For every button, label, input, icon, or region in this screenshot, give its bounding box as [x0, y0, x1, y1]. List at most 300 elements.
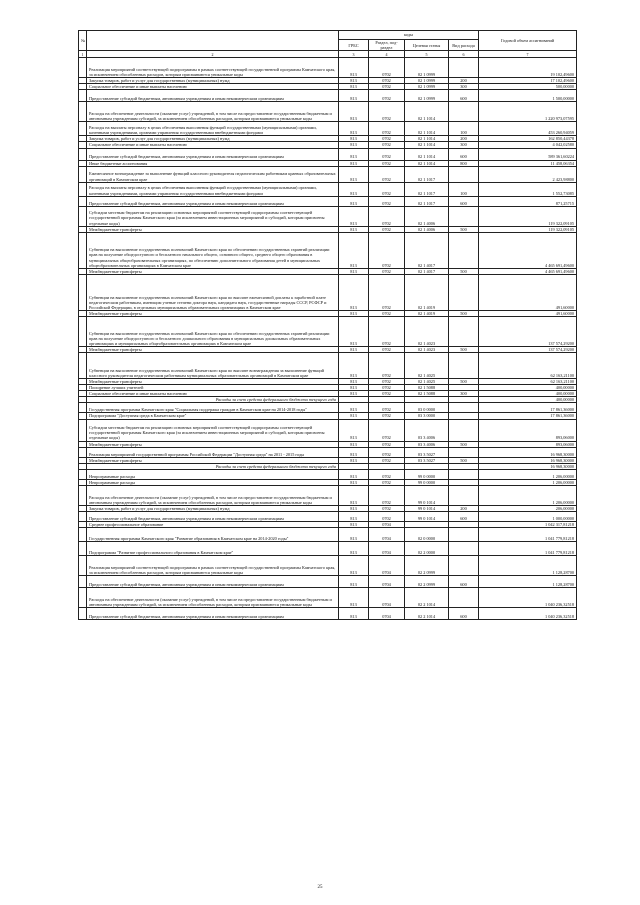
row-number-cell: [79, 469, 87, 479]
row-expense-type-cell: 100: [449, 182, 479, 196]
row-expense-type-cell: 600: [449, 511, 479, 521]
row-number-cell: [79, 90, 87, 102]
column-number: 5: [405, 51, 449, 58]
row-sum-cell: 137 574,29200: [479, 316, 577, 346]
row-grbs-cell: 813: [339, 160, 369, 166]
column-number: 2: [87, 51, 339, 58]
row-number-cell: [79, 353, 87, 379]
row-expense-type-cell: [449, 588, 479, 608]
row-sum-cell: 4 465 691,49600: [479, 232, 577, 268]
row-description-cell: Межбюджетные трансферты: [87, 457, 339, 463]
row-grbs-cell: 813: [339, 447, 369, 457]
table-row: [79, 447, 577, 457]
row-expense-type-cell: [449, 485, 479, 505]
row-grbs-cell: 813: [339, 316, 369, 346]
row-number-cell: [79, 447, 87, 457]
row-description-cell: Предоставление субсидий бюджетным, автономным учреждениям и иным некоммерческим организациям: [87, 576, 339, 588]
row-razdel-cell: 0702: [369, 142, 405, 148]
row-target-article-cell: 02 1 1014: [405, 136, 449, 142]
header-codes: коды: [339, 31, 479, 40]
row-description-cell: Закупка товаров, работ и услуг для государственных (муниципальных) нужд: [87, 136, 339, 142]
row-sum-cell: 400,00000: [479, 391, 577, 397]
row-grbs-cell: 813: [339, 576, 369, 588]
row-sum-cell: 453 260,94059: [479, 122, 577, 136]
row-sum-cell: 1 040 236,32518: [479, 608, 577, 620]
row-target-article-cell: 02 1 1014: [405, 148, 449, 160]
table-row: [79, 469, 577, 479]
column-number: 6: [449, 51, 479, 58]
row-grbs-cell: 813: [339, 528, 369, 542]
row-description-cell: Социальное обеспечение и иные выплаты населению: [87, 142, 339, 148]
row-grbs-cell: 813: [339, 511, 369, 521]
row-description-cell: Непрограммные расходы: [87, 469, 339, 479]
row-razdel-cell: 0702: [369, 160, 405, 166]
row-grbs-cell: 813: [339, 142, 369, 148]
row-razdel-cell: 0702: [369, 385, 405, 391]
row-description-cell: Предоставление субсидий бюджетным, автономным учреждениям и иным некоммерческим организациям: [87, 608, 339, 620]
row-number-cell: [79, 556, 87, 576]
row-description-cell: Расходы на выплаты персоналу в целях обеспечения выполнения функций государственными (муниципальными) органами, казенными учреждениями, органами управления государственными внебюджетными фондами: [87, 182, 339, 196]
row-target-article-cell: 99 0 1014: [405, 485, 449, 505]
row-number-cell: [79, 511, 87, 521]
row-grbs-cell: 813: [339, 206, 369, 226]
row-sum-cell: 1 128,28700: [479, 556, 577, 576]
row-number-cell: [79, 166, 87, 182]
row-grbs-cell: 813: [339, 232, 369, 268]
row-number-cell: [79, 419, 87, 441]
row-target-article-cell: 02 1 4019: [405, 274, 449, 310]
table-row: [79, 206, 577, 226]
row-description-cell: Поощрение лучших учителей: [87, 385, 339, 391]
row-grbs-cell: 813: [339, 274, 369, 310]
row-razdel-cell: 0702: [369, 479, 405, 485]
row-target-article-cell: 02 1 1014: [405, 102, 449, 122]
table-row: [79, 58, 577, 78]
row-sum-cell: 162 850,44378: [479, 136, 577, 142]
table-row: [79, 608, 577, 620]
table-row: [79, 542, 577, 556]
row-expense-type-cell: [449, 419, 479, 441]
column-number: 1: [79, 51, 87, 58]
row-sum-cell: 17 102,49600: [479, 78, 577, 84]
row-sum-cell: 491,60000: [479, 310, 577, 316]
row-number-cell: [79, 542, 87, 556]
row-target-article-cell: 02 1 0999: [405, 84, 449, 90]
row-sum-cell: 4 042,02580: [479, 142, 577, 148]
header-grbs: ГРБС: [339, 40, 369, 51]
row-target-article-cell: 99 0 0000: [405, 469, 449, 479]
row-razdel-cell: 0702: [369, 166, 405, 182]
row-expense-type-cell: 300: [449, 84, 479, 90]
row-description-cell: Закупка товаров, работ и услуг для государственных (муниципальных) нужд: [87, 505, 339, 511]
row-razdel-cell: 0702: [369, 232, 405, 268]
row-razdel-cell: 0702: [369, 206, 405, 226]
row-grbs-cell: 813: [339, 78, 369, 84]
row-sum-cell: 1 041 779,81218: [479, 528, 577, 542]
row-target-article-cell: 02 1 5088: [405, 385, 449, 391]
row-grbs-cell: 813: [339, 391, 369, 397]
row-grbs-cell: 813: [339, 353, 369, 379]
row-description-cell: Государственная программа Камчатского края "Развитие образования в Камчатском крае на 2014-2020 годы": [87, 528, 339, 542]
row-target-article-cell: 02 1 4017: [405, 268, 449, 274]
row-sum-cell: 11 458,06354: [479, 160, 577, 166]
row-description-cell: Межбюджетные трансферты: [87, 310, 339, 316]
row-grbs-cell: 813: [339, 102, 369, 122]
row-target-article-cell: 02 2 0000: [405, 542, 449, 556]
table-row: [79, 316, 577, 346]
table-row: [79, 419, 577, 441]
row-grbs-cell: 813: [339, 469, 369, 479]
row-number-cell: [79, 316, 87, 346]
row-sum-cell: 4 465 691,49600: [479, 268, 577, 274]
row-target-article-cell: 02 0 0000: [405, 528, 449, 542]
row-sum-cell: 119 322,09105: [479, 226, 577, 232]
row-sum-cell: 1 206,00000: [479, 479, 577, 485]
row-sum-cell: 16 968,30000: [479, 463, 577, 469]
row-expense-type-cell: 500: [449, 457, 479, 463]
row-target-article-cell: 99 0 0000: [405, 479, 449, 485]
row-expense-type-cell: 500: [449, 310, 479, 316]
row-target-article-cell: 02 1 4025: [405, 379, 449, 385]
row-razdel-cell: 0702: [369, 182, 405, 196]
row-sum-cell: 1 042 317,81218: [479, 521, 577, 527]
row-expense-type-cell: 500: [449, 346, 479, 352]
row-expense-type-cell: 200: [449, 78, 479, 84]
row-sum-cell: 119 322,09105: [479, 206, 577, 226]
table-row: [79, 232, 577, 268]
row-sum-cell: 871,25715: [479, 196, 577, 206]
row-razdel-cell: 0702: [369, 58, 405, 78]
table-row: [79, 556, 577, 576]
row-target-article-cell: 03 3 5027: [405, 447, 449, 457]
row-target-article-cell: 02 1 0999: [405, 58, 449, 78]
table-row: [79, 353, 577, 379]
row-grbs-cell: 813: [339, 505, 369, 511]
row-grbs-cell: 813: [339, 136, 369, 142]
row-description-cell: Межбюджетные трансферты: [87, 226, 339, 232]
row-sum-cell: 893,06000: [479, 441, 577, 447]
row-sum-cell: 1 128,28700: [479, 576, 577, 588]
row-grbs-cell: 813: [339, 521, 369, 527]
row-razdel-cell: 0702: [369, 148, 405, 160]
row-razdel-cell: 0704: [369, 528, 405, 542]
row-expense-type-cell: [449, 274, 479, 310]
row-description-cell: Субсидии местным бюджетам на реализацию основных мероприятий соответствующей подпрограммы соответствующей государственной программы Камчатского края (за исключением инвестиционных мероприятий и субсидий, которым присвоены отдельные коды): [87, 206, 339, 226]
row-description-cell: Предоставление субсидий бюджетным, автономным учреждениям и иным некоммерческим организациям: [87, 511, 339, 521]
row-razdel-cell: 0704: [369, 521, 405, 527]
row-target-article-cell: 99 0 1014: [405, 505, 449, 511]
row-razdel-cell: 0702: [369, 316, 405, 346]
row-expense-type-cell: 300: [449, 142, 479, 148]
row-target-article-cell: 02 1 0999: [405, 90, 449, 102]
row-expense-type-cell: 500: [449, 441, 479, 447]
row-description-cell: Расходы на обеспечение деятельности (оказание услуг) учреждений, в том числе на предоставление государственным бюджетным и автономным учреждениям субсидий, за исключением обособленных расходов, которым присваиваются уникальные коды: [87, 588, 339, 608]
row-expense-type-cell: [449, 403, 479, 413]
table-row: [79, 403, 577, 413]
row-target-article-cell: 03 0 0000: [405, 403, 449, 413]
row-target-article-cell: 02 2 1014: [405, 588, 449, 608]
row-razdel-cell: 0702: [369, 447, 405, 457]
row-description-cell: Предоставление субсидий бюджетным, автономным учреждениям и иным некоммерческим организациям: [87, 196, 339, 206]
row-sum-cell: 19 102,49600: [479, 58, 577, 78]
table-row: [79, 122, 577, 136]
row-razdel-cell: 0702: [369, 505, 405, 511]
row-razdel-cell: 0702: [369, 379, 405, 385]
table-row: [79, 102, 577, 122]
row-description-cell: Субвенции на выполнение государственных полномочий Камчатского края по обеспечению государственных гарантий реализации прав на получение общедоступного и бесплатного начального общего, основного общего, среднего общего образования в муниципальных общеобразовательных организациях, по обеспечению дополнительного образования детей в муниципальных общеобразовательных организациях в Камчатском крае: [87, 232, 339, 268]
row-number-cell: [79, 528, 87, 542]
row-expense-type-cell: 600: [449, 148, 479, 160]
row-sum-cell: 1 206,00000: [479, 485, 577, 505]
row-target-article-cell: 02 1 4019: [405, 310, 449, 316]
row-target-article-cell: 03 3 4006: [405, 419, 449, 441]
row-expense-type-cell: [449, 528, 479, 542]
table-row: [79, 588, 577, 608]
row-grbs-cell: 813: [339, 556, 369, 576]
row-razdel-cell: 0704: [369, 556, 405, 576]
row-grbs-cell: 813: [339, 90, 369, 102]
row-target-article-cell: 02 1 4023: [405, 346, 449, 352]
row-grbs-cell: 813: [339, 148, 369, 160]
row-grbs-cell: 813: [339, 84, 369, 90]
row-expense-type-cell: [449, 58, 479, 78]
row-description-cell: Среднее профессиональное образование: [87, 521, 339, 527]
row-target-article-cell: 02 1 1014: [405, 160, 449, 166]
row-number-cell: [79, 608, 87, 620]
row-target-article-cell: 02 1 1014: [405, 142, 449, 148]
row-target-article-cell: 02 1 1017: [405, 196, 449, 206]
row-sum-cell: 1 041 779,81218: [479, 542, 577, 556]
row-razdel-cell: 0702: [369, 391, 405, 397]
row-target-article-cell: 03 3 4006: [405, 441, 449, 447]
row-description-cell: Реализация мероприятий соответствующей подпрограммы в рамках соответствующей государственной программы Камчатского края, за исключением обособленных расходов, которым присваиваются уникальные коды: [87, 58, 339, 78]
row-description-cell: Межбюджетные трансферты: [87, 441, 339, 447]
row-description-cell: Субсидии местным бюджетам на реализацию основных мероприятий соответствующей подпрограммы соответствующей государственной программы Камчатского края (за исключением инвестиционных мероприятий и субсидий, которым присвоены отдельные коды): [87, 419, 339, 441]
row-expense-type-cell: 800: [449, 160, 479, 166]
row-expense-type-cell: [449, 542, 479, 556]
row-description-cell: Межбюджетные трансферты: [87, 346, 339, 352]
row-razdel-cell: 0702: [369, 268, 405, 274]
row-razdel-cell: 0702: [369, 84, 405, 90]
table-row: [79, 528, 577, 542]
row-description-cell: Государственная программа Камчатского края "Социальная поддержка граждан в Камчатском крае на 2014-2018 годы": [87, 403, 339, 413]
header-target-article: Целевая статья: [405, 40, 449, 51]
row-expense-type-cell: 200: [449, 136, 479, 142]
row-expense-type-cell: 500: [449, 268, 479, 274]
table-row: [79, 485, 577, 505]
row-description-cell: Субвенции на выполнение государственных полномочий Камчатского края по выплате ежемесячной доплаты к заработной плате педагогическим работникам, имеющим ученые степени доктора наук, кандидата наук, государственные награды СССР, РСФСР и Российской Федерации, в отдельных муниципальных образовательных организациях в Камчатском крае: [87, 274, 339, 310]
row-sum-cell: 16 968,30000: [479, 447, 577, 457]
row-razdel-cell: 0702: [369, 485, 405, 505]
table-row: [79, 148, 577, 160]
row-expense-type-cell: 200: [449, 505, 479, 511]
row-expense-type-cell: [449, 353, 479, 379]
row-razdel-cell: 0702: [369, 413, 405, 419]
row-target-article-cell: 02 1 1014: [405, 122, 449, 136]
row-number-cell: [79, 148, 87, 160]
row-grbs-cell: 813: [339, 379, 369, 385]
column-number: 3: [339, 51, 369, 58]
row-razdel-cell: 0702: [369, 78, 405, 84]
row-razdel-cell: 0702: [369, 196, 405, 206]
row-razdel-cell: 0702: [369, 511, 405, 521]
row-razdel-cell: 0702: [369, 353, 405, 379]
row-target-article-cell: 02 2 0999: [405, 556, 449, 576]
table-row: [79, 90, 577, 102]
row-number-cell: [79, 403, 87, 413]
row-target-article-cell: 02 1 1017: [405, 166, 449, 182]
table-row: [79, 196, 577, 206]
row-description-cell: Субвенции на выполнение государственных полномочий Камчатского края по обеспечению государственных гарантий реализации прав на получение общедоступного и бесплатного дошкольного образования в муниципальных дошкольных образовательных организациях и муниципальных общеобразовательных организациях в Камчатском крае: [87, 316, 339, 346]
row-target-article-cell: 02 1 4023: [405, 316, 449, 346]
row-sum-cell: 62 163,21100: [479, 379, 577, 385]
row-razdel-cell: 0702: [369, 226, 405, 232]
row-grbs-cell: 813: [339, 226, 369, 232]
row-description-cell: Предоставление субсидий бюджетным, автономным учреждениям и иным некоммерческим организациям: [87, 90, 339, 102]
header-sum: Годовой объем ассигнований: [479, 31, 577, 51]
row-sum-cell: 16 968,30000: [479, 457, 577, 463]
column-number: 4: [369, 51, 405, 58]
row-expense-type-cell: 600: [449, 576, 479, 588]
row-number-cell: [79, 588, 87, 608]
row-grbs-cell: 813: [339, 608, 369, 620]
row-expense-type-cell: 100: [449, 122, 479, 136]
row-sum-cell: 206,00000: [479, 505, 577, 511]
table-row: [79, 166, 577, 182]
row-description-cell: Социальное обеспечение и иные выплаты населению: [87, 84, 339, 90]
row-expense-type-cell: [449, 206, 479, 226]
budget-table: [78, 30, 577, 620]
row-expense-type-cell: 500: [449, 226, 479, 232]
header-expense-type: Вид расхода: [449, 40, 479, 51]
row-target-article-cell: 02 1 5088: [405, 391, 449, 397]
row-number-cell: [79, 232, 87, 268]
row-description-cell: Межбюджетные трансферты: [87, 379, 339, 385]
row-sum-cell: 1 000,00000: [479, 511, 577, 521]
row-sum-cell: 17 861,36000: [479, 403, 577, 413]
row-razdel-cell: 0704: [369, 576, 405, 588]
row-description-cell: Иные бюджетные ассигнования: [87, 160, 339, 166]
row-sum-cell: 893,06000: [479, 419, 577, 441]
row-target-article-cell: 02 1 0999: [405, 78, 449, 84]
row-expense-type-cell: [449, 469, 479, 479]
row-target-article-cell: 02 2 1014: [405, 608, 449, 620]
row-grbs-cell: 813: [339, 310, 369, 316]
row-sum-cell: 1 040 236,32518: [479, 588, 577, 608]
row-target-article-cell: 02 1 4017: [405, 232, 449, 268]
row-razdel-cell: 0702: [369, 102, 405, 122]
row-grbs-cell: 813: [339, 196, 369, 206]
row-sum-cell: 1 500,00000: [479, 90, 577, 102]
row-expense-type-cell: 300: [449, 391, 479, 397]
row-target-article-cell: 02 1 4006: [405, 206, 449, 226]
budget-table-body: [79, 58, 577, 620]
row-number-cell: [79, 58, 87, 78]
row-number-cell: [79, 485, 87, 505]
row-razdel-cell: 0702: [369, 90, 405, 102]
row-expense-type-cell: [449, 232, 479, 268]
row-number-cell: [79, 274, 87, 310]
row-grbs-cell: 813: [339, 441, 369, 447]
header-row-codes: [79, 31, 577, 40]
row-grbs-cell: 813: [339, 485, 369, 505]
page-number: 25: [317, 885, 323, 890]
header-razdel: Раздел, под-раздел: [369, 40, 405, 51]
row-razdel-cell: 0702: [369, 469, 405, 479]
row-grbs-cell: 813: [339, 419, 369, 441]
row-razdel-cell: 0704: [369, 542, 405, 556]
row-description-cell: Социальное обеспечение и иные выплаты населению: [87, 391, 339, 397]
row-description-cell: Подпрограмма "Развитие профессионального образования в Камчатском крае": [87, 542, 339, 556]
row-grbs-cell: 813: [339, 479, 369, 485]
row-target-article-cell: 02 1 1017: [405, 182, 449, 196]
row-sum-cell: 491,60000: [479, 274, 577, 310]
table-row: [79, 274, 577, 310]
table-row: [79, 576, 577, 588]
row-number-cell: [79, 196, 87, 206]
row-razdel-cell: 0702: [369, 122, 405, 136]
row-description-cell: Реализация мероприятий соответствующей подпрограммы в рамках соответствующей государственной программы Камчатского края, за исключением обособленных расходов, которым присваиваются уникальные коды: [87, 556, 339, 576]
row-grbs-cell: 813: [339, 457, 369, 463]
row-target-article-cell: 03 3 0000: [405, 413, 449, 419]
row-grbs-cell: 813: [339, 346, 369, 352]
row-sum-cell: 1 552,73085: [479, 182, 577, 196]
row-razdel-cell: 0702: [369, 136, 405, 142]
row-expense-type-cell: 600: [449, 90, 479, 102]
budget-table-container: [78, 30, 576, 620]
table-row: [79, 182, 577, 196]
row-expense-type-cell: 500: [449, 379, 479, 385]
row-grbs-cell: 813: [339, 413, 369, 419]
column-numbers-row: [79, 51, 577, 58]
row-number-cell: [79, 576, 87, 588]
column-number: 7: [479, 51, 577, 58]
row-grbs-cell: 813: [339, 58, 369, 78]
row-razdel-cell: 0702: [369, 310, 405, 316]
row-sum-cell: 137 574,29200: [479, 346, 577, 352]
row-sum-cell: 17 861,36000: [479, 413, 577, 419]
row-description-cell: Межбюджетные трансферты: [87, 268, 339, 274]
row-grbs-cell: 813: [339, 588, 369, 608]
row-razdel-cell: 0704: [369, 608, 405, 620]
row-expense-type-cell: 600: [449, 196, 479, 206]
row-razdel-cell: 0702: [369, 274, 405, 310]
row-description-cell: Непрограммные расходы: [87, 479, 339, 485]
row-target-article-cell: 02 2 0999: [405, 576, 449, 588]
row-description-cell: Подпрограмма "Доступная среда в Камчатском крае": [87, 413, 339, 419]
row-grbs-cell: 813: [339, 268, 369, 274]
header-name: [87, 31, 339, 51]
row-number-cell: [79, 102, 87, 122]
row-number-cell: [79, 122, 87, 136]
row-grbs-cell: 813: [339, 166, 369, 182]
row-razdel-cell: 0702: [369, 419, 405, 441]
row-description-cell: Реализация мероприятий государственной программы Российской Федерации "Доступная среда" на 2011 - 2015 годы: [87, 447, 339, 457]
row-description-cell: Расходы за счет средств федерального бюджета текущего года: [87, 397, 339, 403]
row-target-article-cell: 02 1 4006: [405, 226, 449, 232]
row-description-cell: Расходы за счет средств федерального бюджета текущего года: [87, 463, 339, 469]
row-number-cell: [79, 182, 87, 196]
row-expense-type-cell: 600: [449, 608, 479, 620]
row-description-cell: Субвенции на выполнение государственных полномочий Камчатского края по выплате вознаграждения за выполнение функций классного руководителя педагогическим работникам муниципальных образовательных организаций в Камчатском крае: [87, 353, 339, 379]
row-target-article-cell: 03 3 5027: [405, 457, 449, 463]
row-target-article-cell: 99 0 1014: [405, 511, 449, 521]
row-sum-cell: 400,00000: [479, 397, 577, 403]
row-expense-type-cell: [449, 102, 479, 122]
row-expense-type-cell: [449, 166, 479, 182]
row-grbs-cell: 813: [339, 182, 369, 196]
row-sum-cell: 2 423,98800: [479, 166, 577, 182]
